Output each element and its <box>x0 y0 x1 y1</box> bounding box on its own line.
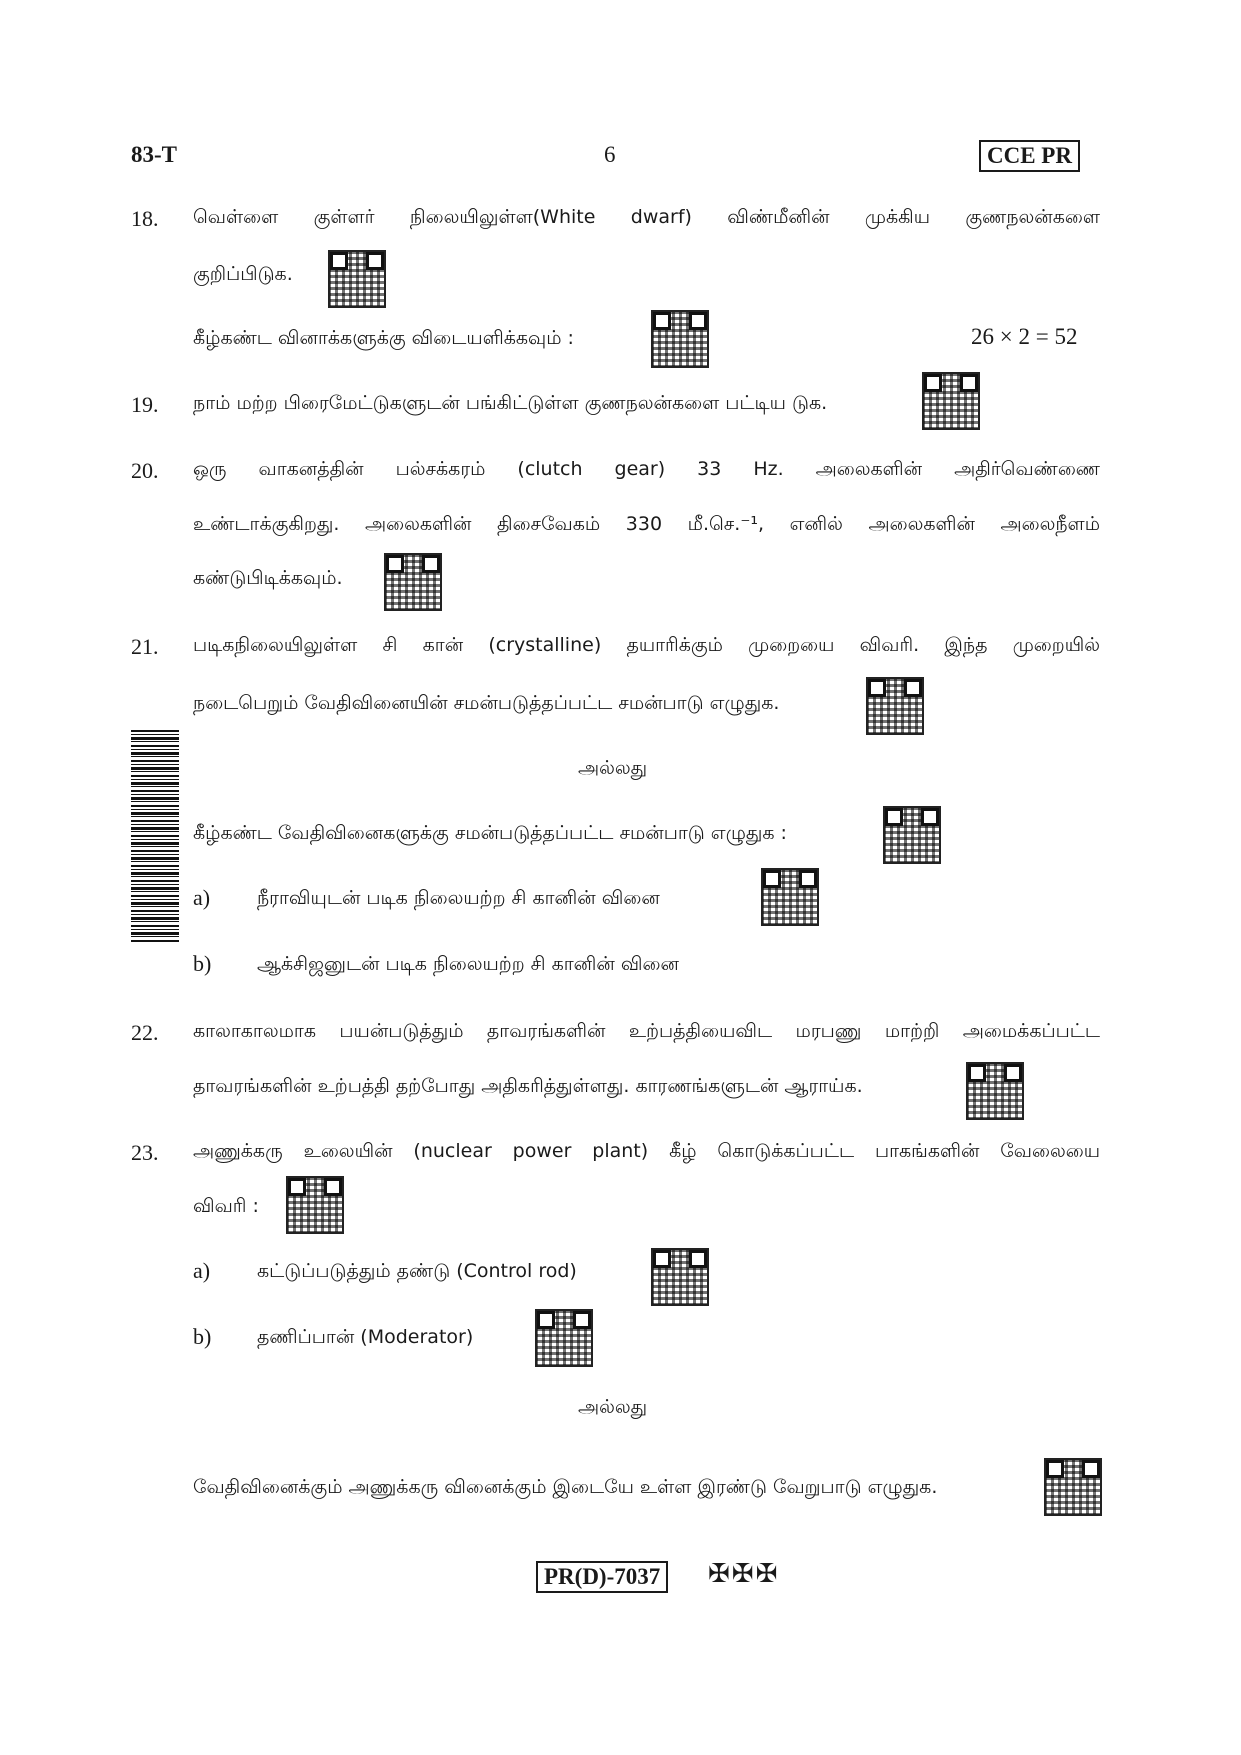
stream-badge: CCE PR <box>979 140 1080 172</box>
question-number-22: 22. <box>131 1020 159 1045</box>
marks-allocation: 26 × 2 = 52 <box>971 324 1078 349</box>
or-divider: அல்லது <box>578 1396 648 1418</box>
q21-option-b-label: b) <box>193 951 212 976</box>
or-divider: அல்லது <box>578 757 648 779</box>
page-number: 6 <box>604 142 616 167</box>
question-number-20: 20. <box>131 458 159 483</box>
q23-option-b: தணிப்பான் (Moderator) <box>257 1326 474 1348</box>
question-number-23: 23. <box>131 1140 159 1165</box>
barcode <box>131 730 179 942</box>
q21-line-2: நடைபெறும் வேதிவினையின் சமன்படுத்தப்பட்ட சமன்பாடு எழுதுக. <box>193 692 780 714</box>
qr-code-icon <box>966 1062 1024 1120</box>
q20-line-2: உண்டாக்குகிறது. அலைகளின் திசைவேகம் 330 மீ.செ.⁻¹, எனில் அலைகளின் அலைநீளம் <box>193 513 1100 535</box>
exam-code: 83-T <box>131 142 177 167</box>
question-number-21: 21. <box>131 634 159 659</box>
q19-line-1: நாம் மற்ற பிரைமேட்டுகளுடன் பங்கிட்டுள்ள குணநலன்களை பட்டிய டுக. <box>193 392 828 414</box>
qr-code-icon <box>761 868 819 926</box>
qr-code-icon <box>866 677 924 735</box>
q23-alt-question: வேதிவினைக்கும் அணுக்கரு வினைக்கும் இடையே உள்ள இரண்டு வேறுபாடு எழுதுக. <box>193 1476 938 1498</box>
qr-code-icon <box>286 1176 344 1234</box>
qr-code-icon <box>384 553 442 611</box>
qr-code-icon <box>328 250 386 308</box>
qr-code-icon <box>922 372 980 430</box>
q22-line-1: காலாகாலமாக பயன்படுத்தும் தாவரங்களின் உற்பத்தியைவிட மரபணு மாற்றி அமைக்கப்பட்ட <box>193 1020 1100 1042</box>
q22-line-2: தாவரங்களின் உற்பத்தி தற்போது அதிகரித்துள்ளது. காரணங்களுடன் ஆராய்க. <box>193 1075 863 1097</box>
qr-code-icon <box>1044 1458 1102 1516</box>
q21-option-b: ஆக்சிஜனுடன் படிக நிலையற்ற சி கானின் வினை <box>257 953 679 975</box>
qr-code-icon <box>651 1248 709 1306</box>
q23-line-1: அணுக்கரு உலையின் (nuclear power plant) கீழ் கொடுக்கப்பட்ட பாகங்களின் வேலையை <box>193 1140 1100 1162</box>
q18-line-1: வெள்ளை குள்ளர் நிலையிலுள்ள(White dwarf) விண்மீனின் முக்கிய குணநலன்களை <box>193 206 1100 228</box>
q21-option-a: நீராவியுடன் படிக நிலையற்ற சி கானின் வினை <box>257 887 660 909</box>
qr-code-icon <box>535 1309 593 1367</box>
q21-option-a-label: a) <box>193 885 211 910</box>
ornament-icon: ✠✠✠ <box>708 1559 780 1589</box>
question-number-18: 18. <box>131 206 159 231</box>
paper-code: PR(D)-7037 <box>536 1561 668 1593</box>
qr-code-icon <box>651 310 709 368</box>
q23-option-a: கட்டுப்படுத்தும் தண்டு (Control rod) <box>257 1260 577 1282</box>
q18-line-2: குறிப்பிடுக. <box>193 263 293 285</box>
q23-option-b-label: b) <box>193 1324 212 1349</box>
q21-alt-instruction: கீழ்கண்ட வேதிவினைகளுக்கு சமன்படுத்தப்பட்ட சமன்பாடு எழுதுக : <box>193 822 787 844</box>
question-number-19: 19. <box>131 392 159 417</box>
q20-line-1: ஒரு வாகனத்தின் பல்சக்கரம் (clutch gear) 33 Hz. அலைகளின் அதிர்வெண்ணை <box>193 458 1100 480</box>
q20-line-3: கண்டுபிடிக்கவும். <box>193 567 343 589</box>
qr-code-icon <box>883 806 941 864</box>
q23-line-2: விவரி : <box>193 1195 259 1217</box>
q23-option-a-label: a) <box>193 1258 211 1283</box>
q21-line-1: படிகநிலையிலுள்ள சி கான் (crystalline) தயாரிக்கும் முறையை விவரி. இந்த முறையில் <box>193 634 1100 656</box>
answer-instruction: கீழ்கண்ட வினாக்களுக்கு விடையளிக்கவும் : <box>193 327 574 349</box>
